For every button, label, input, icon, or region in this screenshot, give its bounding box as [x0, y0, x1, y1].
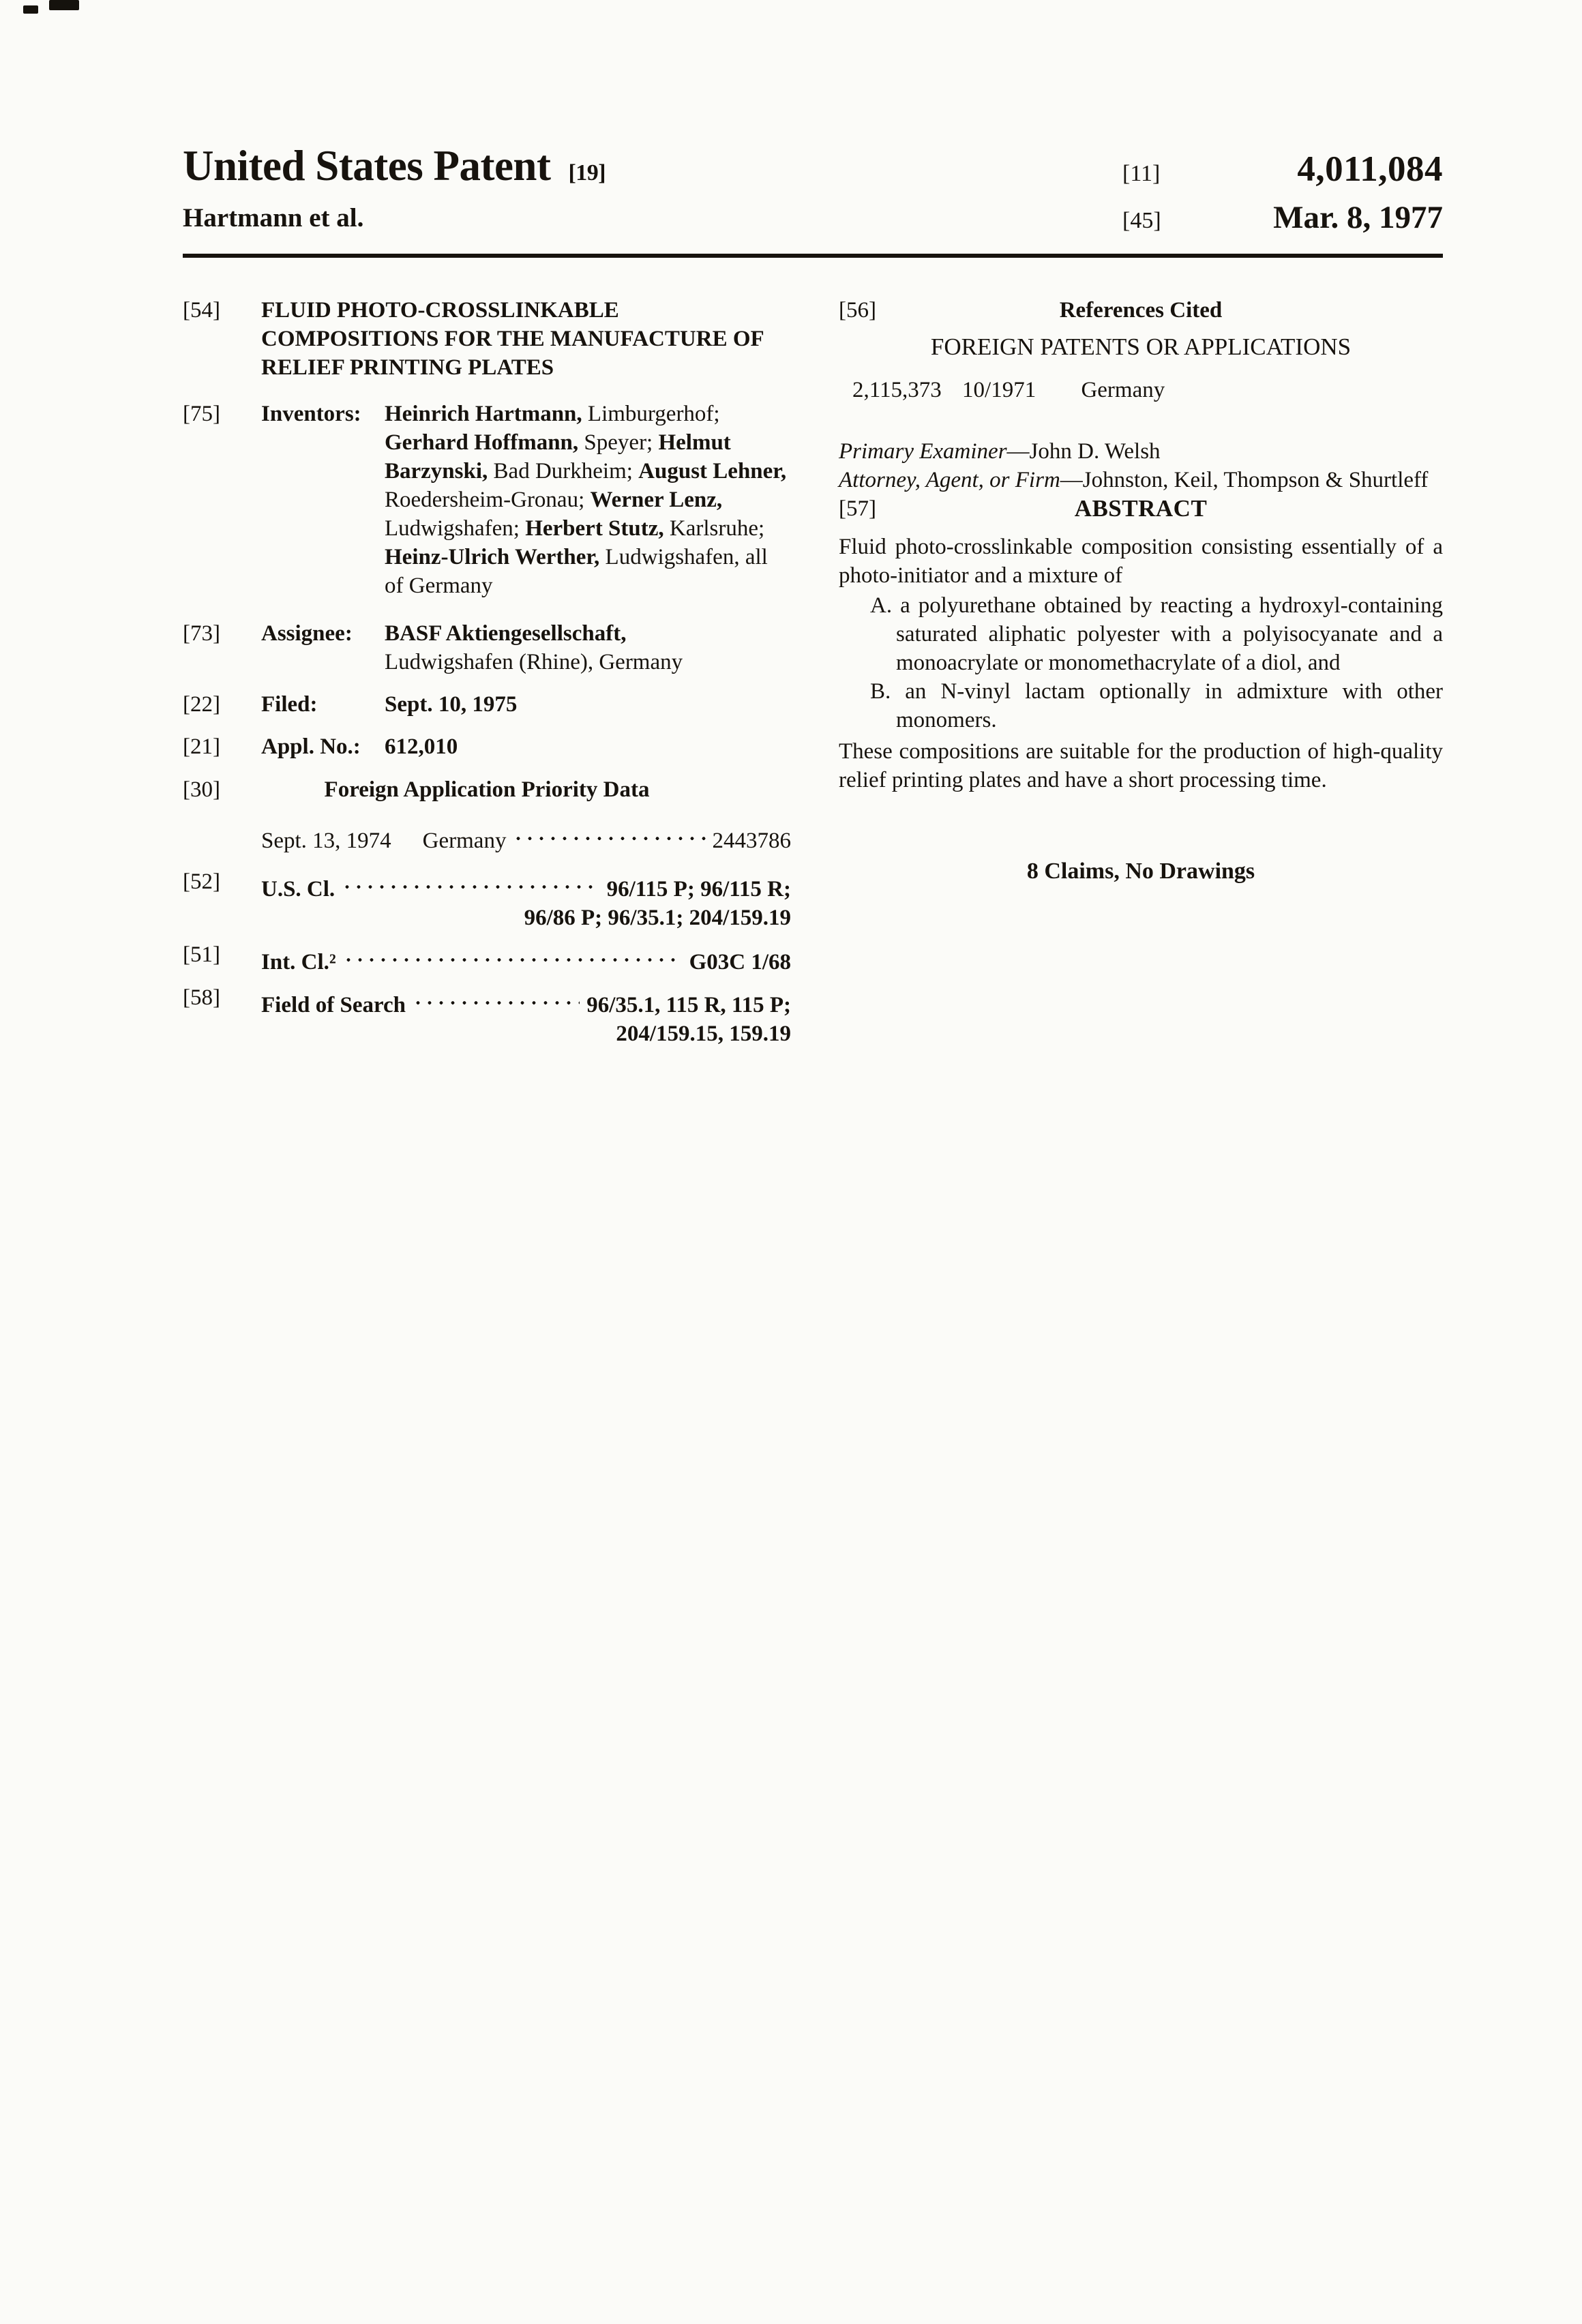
patent-authors: Hartmann et al. [183, 203, 364, 233]
abstract-paragraph-1: Fluid photo-crosslinkable composition consisting essentially of a photo-initiator and a mixture of [839, 535, 1443, 588]
references-cited-heading: References Cited [1059, 298, 1223, 323]
us-cl-value-1: 96/115 P; 96/115 R; [606, 877, 791, 902]
kind-code-bracket: [19] [568, 160, 606, 185]
header-rule [183, 254, 1443, 258]
priority-date: Sept. 13, 1974 [261, 829, 391, 853]
right-column [839, 296, 1443, 1048]
field-54-tag: [54] [183, 298, 220, 323]
assignee-name: BASF Aktiengesellschaft, [385, 621, 627, 646]
header-right [1122, 145, 1443, 236]
patent-number-row [1122, 149, 1443, 190]
claims-drawings-line: 8 Claims, No Drawings [1026, 859, 1255, 884]
abstract-heading: ABSTRACT [1074, 495, 1208, 522]
field-54-title [183, 296, 791, 382]
patent-office-title-text: United States Patent [183, 142, 551, 190]
appl-no-label: Appl. No.: [261, 734, 361, 759]
filed-label: Filed: [261, 692, 318, 717]
dotted-leader [342, 867, 599, 896]
reference-date: 10/1971 [962, 378, 1036, 402]
field-58-field-of-search [183, 983, 791, 1048]
field-of-search-value-1: 96/35.1, 115 R, 115 P; [586, 993, 791, 1017]
field-57-abstract [839, 494, 1443, 533]
field-52-us-cl [183, 867, 791, 932]
patent-date-bracket: [45] [1122, 208, 1161, 233]
invention-title: FLUID PHOTO-CROSSLINKABLE COMPOSITIONS FOR THE MANUFACTURE OF RELIEF PRINTING PLATES [261, 298, 764, 380]
reference-country: Germany [1081, 378, 1165, 402]
foreign-patents-heading: FOREIGN PATENTS OR APPLICATIONS [930, 333, 1352, 360]
primary-examiner-line [839, 437, 1443, 466]
field-52-tag: [52] [183, 869, 220, 894]
attorney-label: Attorney, Agent, or Firm [839, 468, 1060, 492]
reference-number: 2,115,373 [852, 378, 942, 402]
assignee-label: Assignee: [261, 621, 353, 646]
body-columns [183, 296, 1443, 1048]
appl-no-value: 612,010 [385, 734, 458, 759]
field-51-tag: [51] [183, 942, 220, 967]
field-22-filed [183, 690, 791, 719]
field-21-tag: [21] [183, 734, 220, 759]
patent-number: 4,011,084 [1297, 149, 1443, 189]
int-cl-value: G03C 1/68 [689, 950, 791, 974]
field-73-tag: [73] [183, 621, 220, 646]
abstract-paragraph-2: These compositions are suitable for the production of high-quality relief printing plates and have a short processing time. [839, 739, 1443, 792]
field-30-tag: [30] [183, 777, 220, 802]
field-73-assignee [183, 619, 791, 676]
abstract-item-b: B. an N-vinyl lactam optionally in admixture with other monomers. [870, 679, 1443, 732]
patent-office-title [183, 142, 606, 190]
patent-date: Mar. 8, 1977 [1273, 200, 1443, 235]
inventors-label: Inventors: [261, 402, 361, 426]
abstract-item-a: A. a polyurethane obtained by reacting a hydroxyl-containing saturated aliphatic polyester with a polyisocyanate and a monoacrylate or monomethacrylate of a diol, and [870, 593, 1443, 675]
foreign-reference-row [852, 376, 1443, 404]
column-gap [791, 296, 839, 1048]
dotted-leader [513, 819, 705, 848]
examiner-block [839, 437, 1443, 494]
patent-number-bracket: [11] [1122, 161, 1161, 186]
field-of-search-value-2: 204/159.15, 159.19 [616, 1022, 791, 1046]
assignee-location: Ludwigshafen (Rhine), Germany [385, 650, 683, 674]
header-left [183, 142, 606, 233]
filed-date: Sept. 10, 1975 [385, 692, 518, 717]
field-57-tag: [57] [839, 496, 876, 521]
field-75-tag: [75] [183, 402, 220, 426]
patent-header [183, 142, 1443, 236]
field-22-tag: [22] [183, 692, 220, 717]
field-51-int-cl [183, 940, 791, 977]
attorney-line [839, 466, 1443, 494]
field-75-inventors [183, 400, 791, 600]
field-of-search-label: Field of Search [261, 993, 406, 1017]
us-cl-value-2: 96/86 P; 96/35.1; 204/159.19 [524, 906, 791, 930]
priority-heading: Foreign Application Priority Data [324, 777, 650, 802]
primary-examiner-label: Primary Examiner [839, 439, 1007, 464]
us-cl-label: U.S. Cl. [261, 877, 335, 902]
priority-entry [261, 819, 791, 855]
patent-date-row [1122, 199, 1443, 236]
inventors-list: Heinrich Hartmann, Limburgerhof; Gerhard Hoffmann, Speyer; Helmut Barzynski, Bad Durkheim; August Lehner, Roedersheim-Gronau; Werner Lenz, Ludwigshafen; Herbert Stutz, Karlsruhe; Heinz-Ulrich Werther, Ludwigshafen, all of Germany [385, 402, 787, 598]
attorney-names: —Johnston, Keil, Thompson & Shurtleff [1060, 468, 1429, 492]
dotted-leader [413, 983, 580, 1012]
field-56-tag: [56] [839, 298, 876, 323]
left-column [183, 296, 791, 1048]
priority-country: Germany [422, 829, 507, 853]
field-56-references [839, 296, 1443, 325]
assignee-value [385, 619, 791, 676]
primary-examiner-name: —John D. Welsh [1006, 439, 1161, 464]
dotted-leader [343, 940, 683, 969]
priority-number: 2443786 [712, 829, 791, 853]
field-21-appl-no [183, 732, 791, 761]
int-cl-label: Int. Cl.² [261, 950, 336, 974]
field-30-priority [183, 775, 791, 804]
field-58-tag: [58] [183, 985, 220, 1010]
